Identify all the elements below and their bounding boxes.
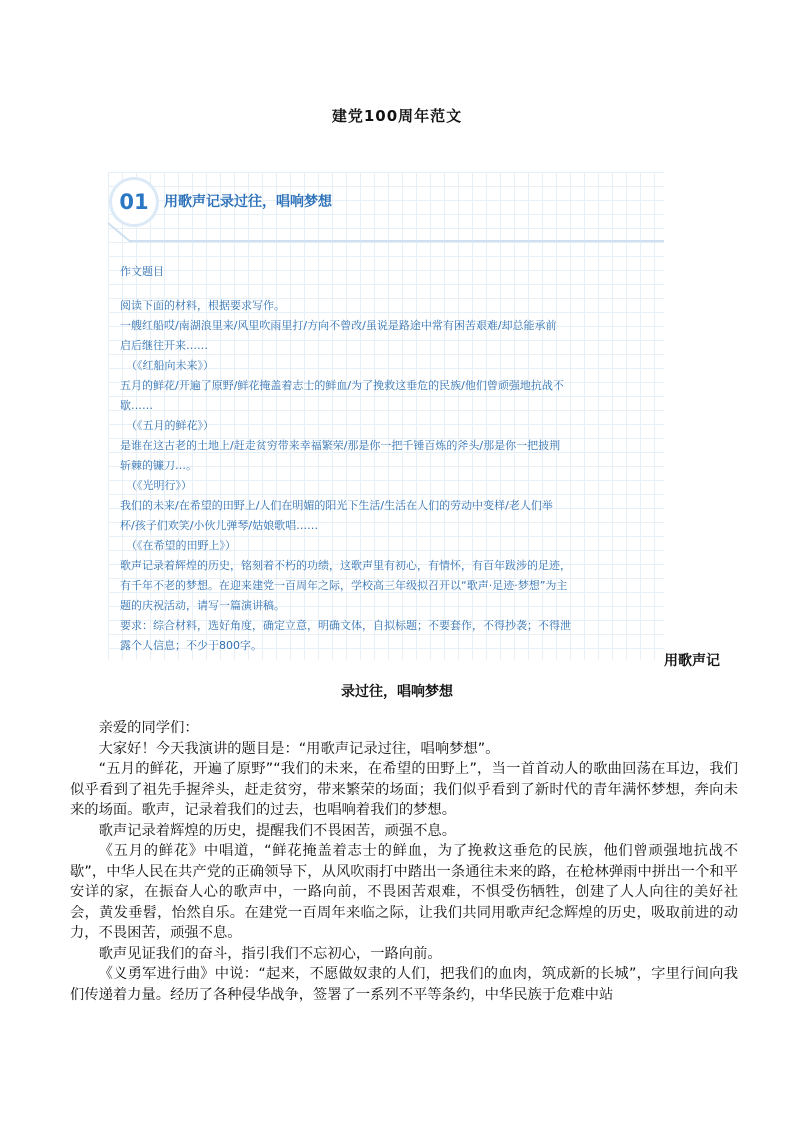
- paragraph: 歌声记录着辉煌的历史，提醒我们不畏困苦，顽强不息。: [98, 822, 457, 839]
- header-slant-line: [107, 222, 131, 243]
- prompt-line: 歌声记录着辉煌的历史，铭刻着不朽的功绩，这歌声里有初心，有情怀，有百年跋涉的足迹，: [120, 559, 571, 572]
- prompt-requirements: 露个人信息；不少于800字。: [120, 639, 262, 652]
- prompt-line: 杯/孩子们欢笑/小伙儿弹琴/姑娘歌唱……: [120, 519, 319, 532]
- spacer: [120, 282, 658, 296]
- speech-body: [70, 718, 738, 1005]
- prompt-source: （《光明行》）: [126, 479, 192, 492]
- prompt-text: [120, 262, 658, 656]
- paragraph: 歌声见证我们的奋斗，指引我们不忘初心，一路向前。: [98, 945, 442, 962]
- panel-heading: 用歌声记录过往，唱响梦想: [164, 194, 332, 210]
- prompt-line: 我们的未来/在希望的田野上/人们在明媚的阳光下生活/生活在人们的劳动中变样/老人们举: [120, 499, 553, 512]
- paragraph: 《五月的鲜花》中唱道，“鲜花掩盖着志士的鲜血，为了挽救这垂危的民族，他们曾顽强地抗战不歇”，中华人民在共产党的正确领导下，从风吹雨打中踏出一条通往未来的路，在枪林弹雨中拼出一个和平安详的家，在振奋人心的歌声中，一路向前，不畏困苦艰难，不惧受伤牺牲，创建了人人向往的美好社会，黄发垂髫，怡然自乐。在建党一百周年来临之际，让我们共同用歌声纪念辉煌的历史，吸取前进的动力，不畏困苦，顽强不息。: [70, 843, 738, 941]
- paragraph: 《义勇军进行曲》中说：“起来，不愿做奴隶的人们，把我们的血肉，筑成新的长城”，字里行间向我们传递着力量。经历了各种侵华战争，签署了一系列不平等条约，中华民族于危难中站: [70, 966, 738, 1003]
- prompt-line: 五月的鲜花/开遍了原野/鲜花掩盖着志士的鲜血/为了挽救这垂危的民族/他们曾顽强地抗战不: [120, 379, 564, 392]
- header-divider: [130, 240, 664, 242]
- prompt-line: 斩棘的镰刀…。: [120, 459, 197, 472]
- prompt-line: 启后继往开来……: [120, 339, 208, 352]
- essay-heading-part1: 用歌声记: [664, 653, 720, 669]
- prompt-line: 一艘红船哎/南湖浪里来/风里吹雨里打/方向不曾改/虽说是路途中常有困苦艰难/却总能承前: [120, 319, 557, 332]
- section-number-badge: 01: [112, 180, 156, 224]
- prompt-requirements: 要求：综合材料，选好角度，确定立意，明确文体，自拟标题；不要套作，不得抄袭；不得泄: [120, 619, 571, 632]
- essay-heading-part2: 录过往，唱响梦想: [341, 684, 453, 700]
- salutation: 亲爱的同学们：: [98, 720, 199, 736]
- prompt-line: 题的庆祝活动，请写一篇演讲稿。: [120, 599, 285, 612]
- panel-header: [108, 172, 664, 234]
- prompt-source: （《在希望的田野上》）: [126, 539, 236, 552]
- paragraph: “五月的鲜花，开遍了原野”“我们的未来，在希望的田野上”，当一首首动人的歌曲回荡在耳边，我们似乎看到了祖先手握斧头，赶走贫穷，带来繁荣的场面；我们似乎看到了新时代的青年满怀梦想，奔向未来的场面。歌声，记录着我们的过去，也唱响着我们的梦想。: [70, 761, 738, 818]
- prompt-label: 作文题目: [120, 265, 164, 278]
- document-title: 建党100周年范文: [331, 107, 463, 125]
- paragraph: 大家好！今天我演讲的题目是：“用歌声记录过往，唱响梦想”。: [98, 740, 500, 757]
- prompt-line: 是谁在这古老的土地上/赶走贫穷带来幸福繁荣/那是你一把千锤百炼的斧头/那是你一把披荆: [120, 439, 561, 452]
- prompt-line: 阅读下面的材料，根据要求写作。: [120, 299, 285, 312]
- prompt-source: （《五月的鲜花》）: [126, 419, 214, 432]
- prompt-line: 有千年不老的梦想。在迎来建党一百周年之际，学校高三年级拟召开以“歌声·足迹·梦想”为主: [120, 579, 568, 592]
- prompt-image-panel: [108, 172, 664, 660]
- prompt-source: （《红船向未来》）: [126, 359, 214, 372]
- prompt-line: 歇……: [120, 399, 153, 412]
